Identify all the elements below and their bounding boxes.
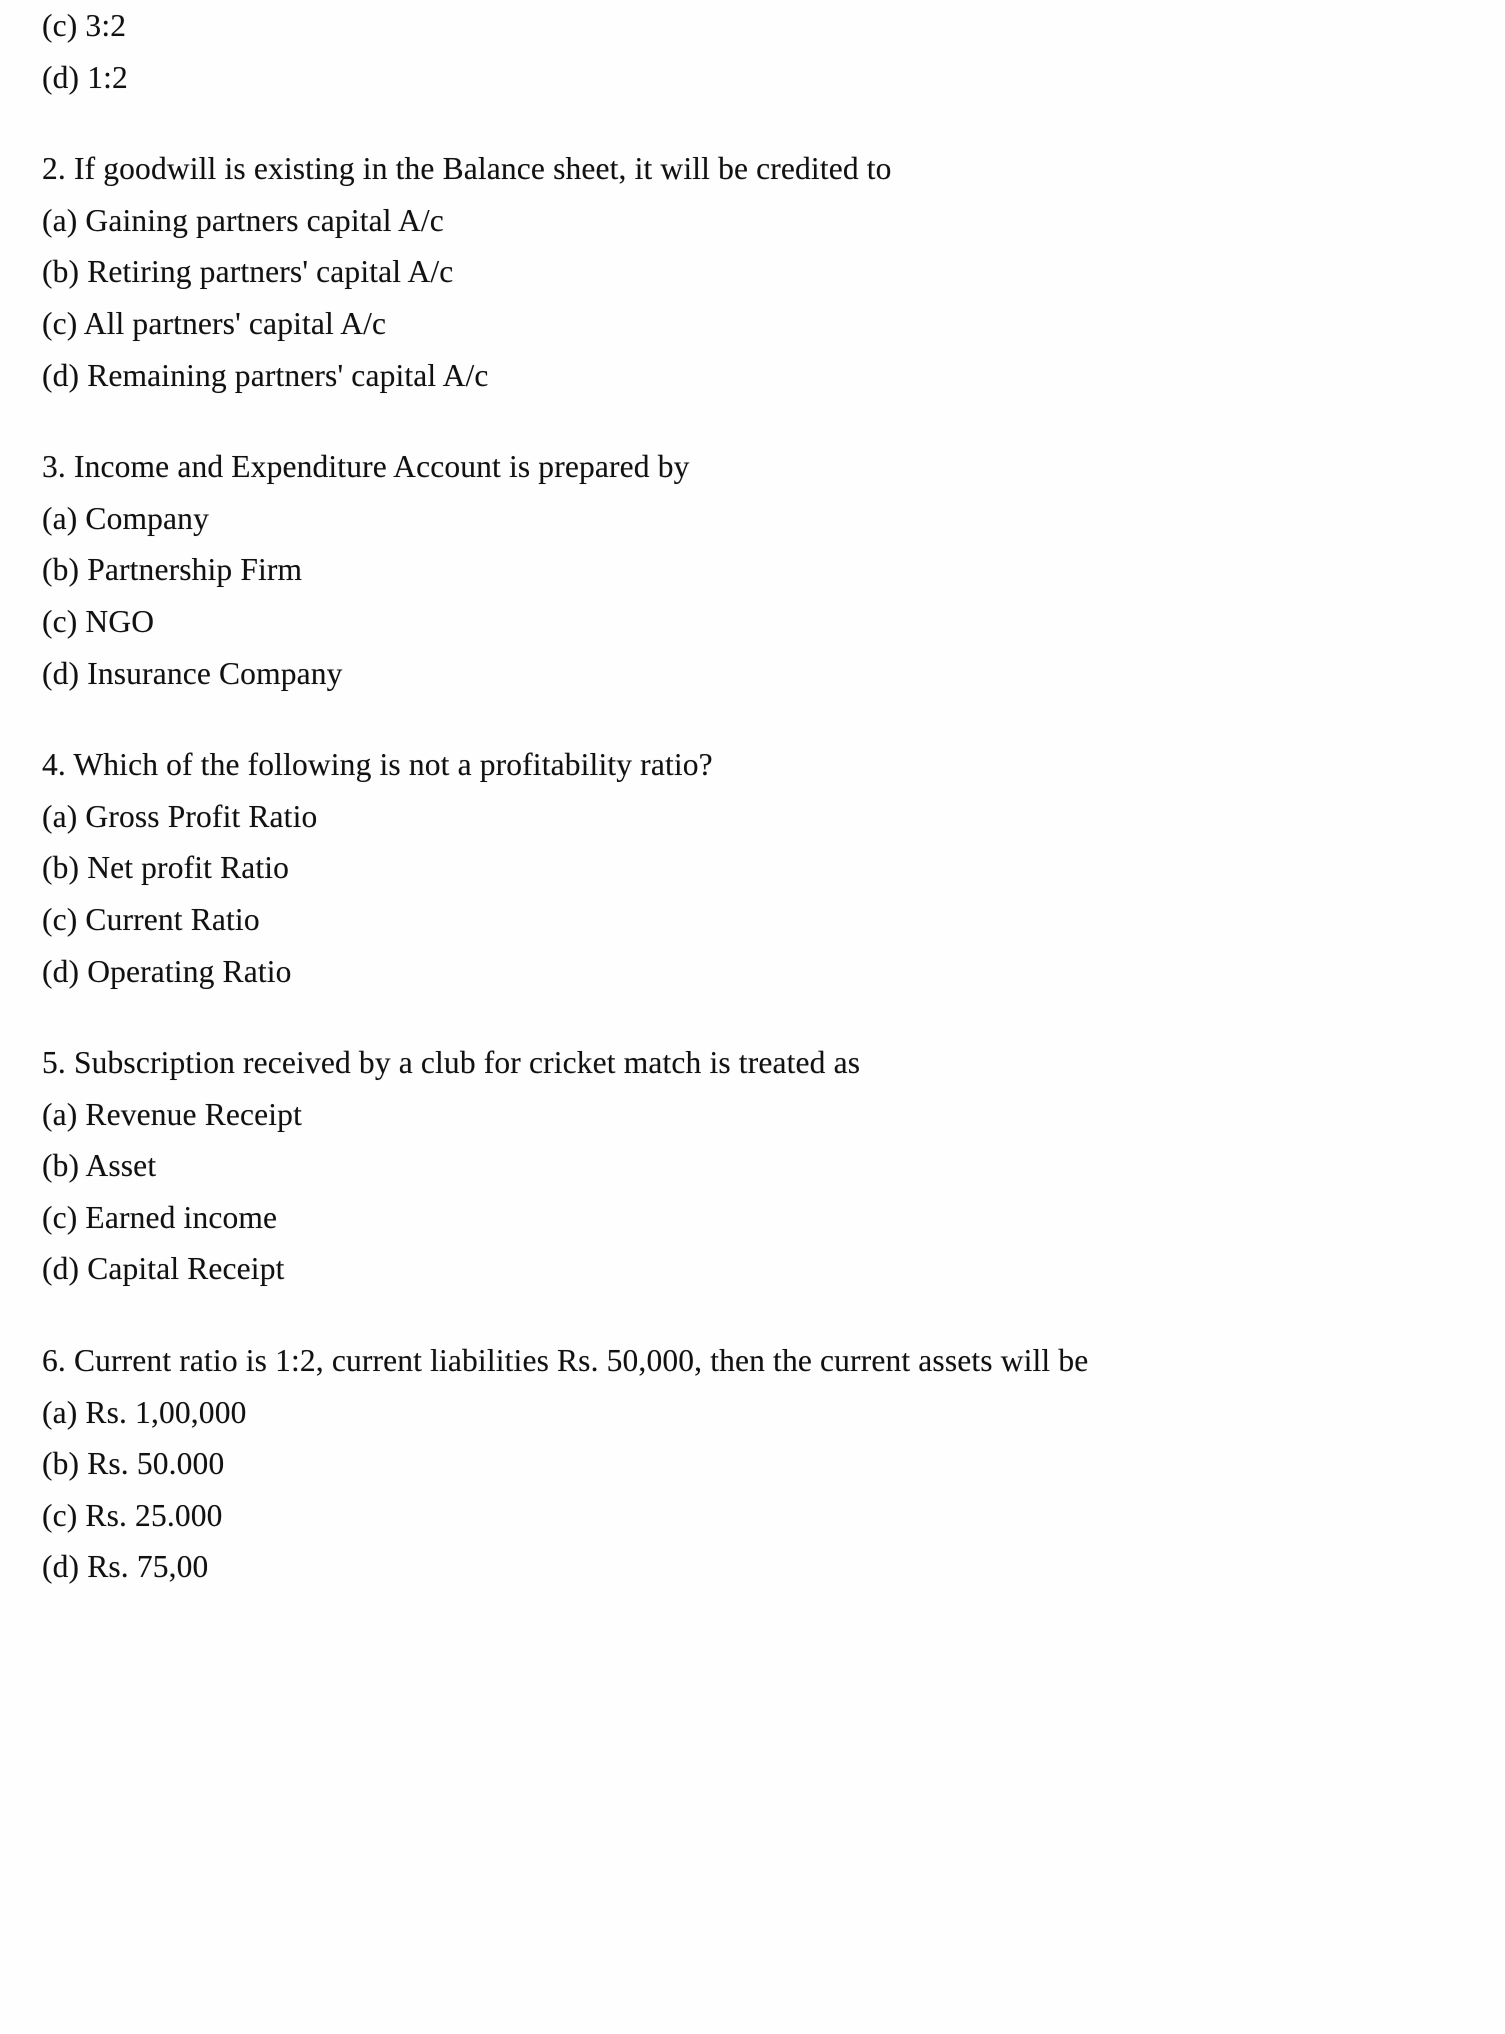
option-line: (b) Rs. 50.000 xyxy=(42,1446,225,1482)
question-block-6 xyxy=(42,1335,1462,1593)
question-stem: 2. If goodwill is existing in the Balance sheet, it will be credited to xyxy=(42,151,892,187)
question-block-4 xyxy=(42,739,1462,997)
question-stem: 5. Subscription received by a club for cricket match is treated as xyxy=(42,1045,861,1081)
option-line: (a) Company xyxy=(42,500,209,536)
question-block-2 xyxy=(42,143,1462,401)
option-line: (b) Asset xyxy=(42,1148,157,1184)
option-line: (c) 3:2 xyxy=(42,8,127,43)
question-block-5 xyxy=(42,1037,1462,1295)
question-stem: 6. Current ratio is 1:2, current liabilities Rs. 50,000, then the current assets will be xyxy=(42,1343,1089,1379)
block-spacer xyxy=(42,1295,1462,1335)
option-line: (d) Insurance Company xyxy=(42,655,343,691)
block-spacer xyxy=(42,103,1462,143)
page-content xyxy=(42,0,1462,1593)
question-stem: 4. Which of the following is not a profitability ratio? xyxy=(42,747,713,783)
option-line: (c) NGO xyxy=(42,603,155,639)
option-line: (b) Partnership Firm xyxy=(42,552,303,588)
option-line: (a) Gross Profit Ratio xyxy=(42,798,318,834)
option-line: (d) Capital Receipt xyxy=(42,1251,285,1287)
option-line: (a) Gaining partners capital A/c xyxy=(42,202,444,238)
option-line: (b) Net profit Ratio xyxy=(42,850,290,886)
block-spacer xyxy=(42,997,1462,1037)
option-line: (c) Earned income xyxy=(42,1199,278,1235)
option-line: (c) All partners' capital A/c xyxy=(42,305,387,341)
question-stem: 3. Income and Expenditure Account is prepared by xyxy=(42,449,690,485)
continued-options-block xyxy=(42,0,1462,103)
option-line: (d) 1:2 xyxy=(42,59,128,95)
option-line: (b) Retiring partners' capital A/c xyxy=(42,254,454,290)
question-block-3 xyxy=(42,441,1462,699)
option-line: (a) Revenue Receipt xyxy=(42,1096,302,1132)
option-line: (c) Current Ratio xyxy=(42,901,260,937)
option-line: (d) Remaining partners' capital A/c xyxy=(42,357,489,393)
option-line: (a) Rs. 1,00,000 xyxy=(42,1394,247,1430)
option-line: (d) Rs. 75,00 xyxy=(42,1549,209,1585)
option-line: (d) Operating Ratio xyxy=(42,953,292,989)
option-line: (c) Rs. 25.000 xyxy=(42,1497,223,1533)
block-spacer xyxy=(42,401,1462,441)
block-spacer xyxy=(42,699,1462,739)
